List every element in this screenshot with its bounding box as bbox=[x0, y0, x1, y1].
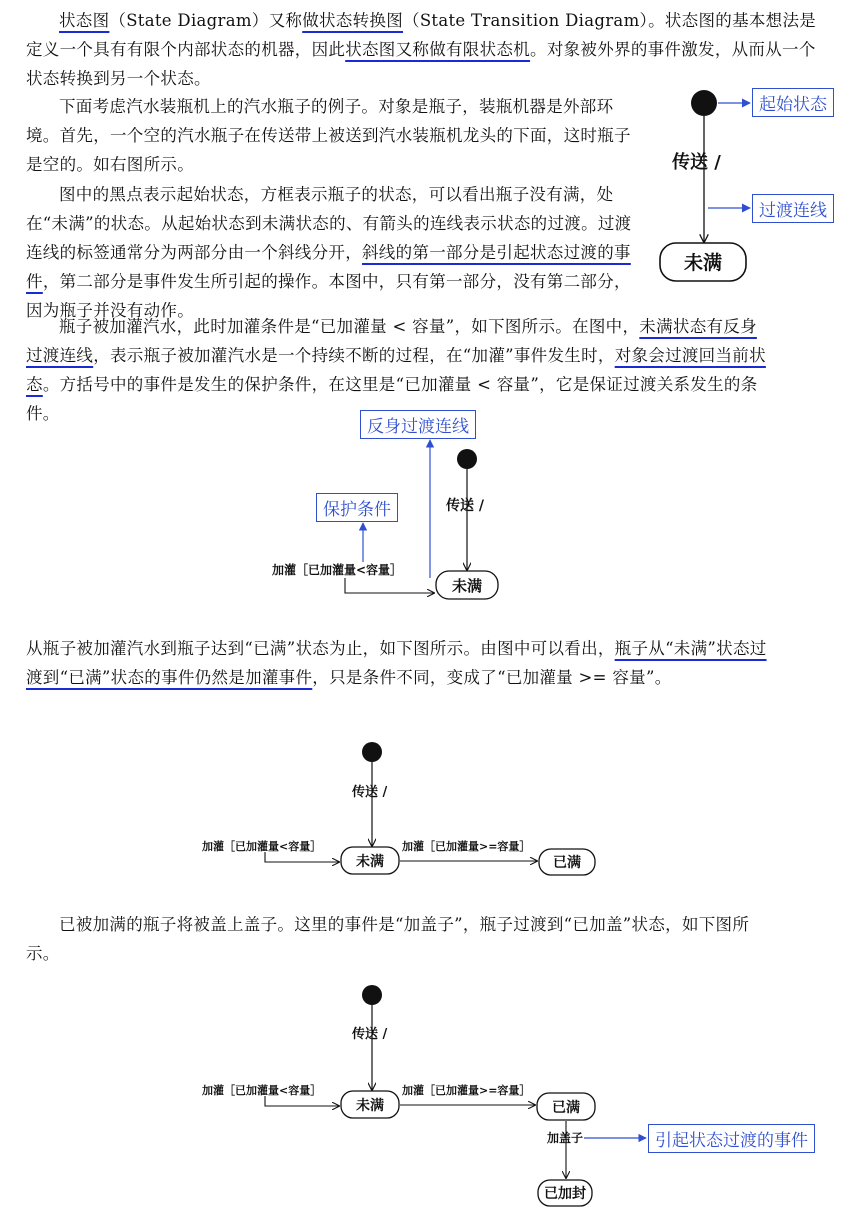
cap-transition-label: 加盖子 bbox=[547, 1131, 584, 1145]
diagram-full-transition bbox=[202, 742, 595, 875]
transfer-label: 传送 / bbox=[352, 785, 388, 800]
diagram-capping bbox=[202, 985, 646, 1206]
transfer-label: 传送 / bbox=[352, 1027, 388, 1042]
annotation-start-state: 起始状态 bbox=[752, 88, 834, 117]
annotation-trigger-event: 引起状态过渡的事件 bbox=[648, 1124, 815, 1153]
annotation-guard-condition: 保护条件 bbox=[316, 493, 398, 522]
highlight-full-event: 瓶子从“未满”状态过渡到“已满”状态的事件仍然是加灌事件 bbox=[26, 639, 767, 687]
initial-state-dot bbox=[362, 742, 382, 762]
state-not-full-label: 未满 bbox=[451, 577, 483, 595]
filling-text-3: 。方括号中的事件是发生的保护条件，在这里是“已加灌量 < 容量”，它是保证过渡关系发生的条件。 bbox=[26, 375, 758, 423]
annotation-self-transition: 反身过渡连线 bbox=[360, 410, 476, 439]
filling-text-1: 瓶子被加灌汽水，此时加灌条件是“已加灌量 < 容量”，如下图所示。在图中， bbox=[59, 317, 640, 336]
state-capped-label: 已加封 bbox=[544, 1186, 586, 1202]
state-full-label: 已满 bbox=[553, 855, 581, 871]
initial-state-dot bbox=[457, 449, 477, 469]
state-not-full-label: 未满 bbox=[356, 854, 384, 870]
bottle-example-text: 下面考虑汽水装瓶机上的汽水瓶子的例子。对象是瓶子，装瓶机器是外部环境。首先，一个空的汽水瓶子在传送带上被送到汽水装瓶机龙头的下面，这时瓶子是空的。如右图所示。 bbox=[26, 97, 631, 174]
annotation-transition-line: 过渡连线 bbox=[752, 194, 834, 223]
explain-text-2: ，第二部分是事件发生所引起的操作。本图中，只有第一部分，没有第二部分，因为瓶子并没有动作。 bbox=[26, 272, 631, 320]
initial-state-dot bbox=[362, 985, 382, 1005]
intro-text-2: （State Transition Diagram）。状态图的基本想法是定义一个具有有限个内部状态的机器，因此 bbox=[26, 11, 817, 59]
term-finite-state-machine: 状态图又称做有限状态机 bbox=[345, 40, 531, 59]
self-transition-line bbox=[265, 1096, 339, 1106]
initial-state-dot bbox=[691, 90, 717, 116]
explain-text-1: 图中的黑点表示起始状态，方框表示瓶子的状态，可以看出瓶子没有满，处在“未满”的状态。从起始状态到未满状态的、有箭头的连线表示状态的过渡。过渡连线的标签通常分为两部分由一个斜线分开， bbox=[26, 185, 632, 262]
term-state-transition: 做状态转换图 bbox=[302, 11, 404, 30]
highlight-self-transition: 未满状态有反身过渡连线 bbox=[26, 317, 757, 365]
full-transition-label: 加灌［已加灌量>=容量］ bbox=[402, 1084, 531, 1097]
state-not-full-label: 未满 bbox=[356, 1098, 384, 1114]
self-transition-label: 加灌［已加灌量<容量］ bbox=[272, 563, 403, 577]
filling-text-2: ，表示瓶子被加灌汽水是一个持续不断的过程，在“加灌”事件发生时， bbox=[93, 346, 615, 365]
full-transition-label: 加灌［已加灌量>=容量］ bbox=[402, 840, 531, 853]
diagram-initial bbox=[660, 90, 750, 281]
self-transition-line bbox=[265, 852, 339, 862]
intro-text-1: （State Diagram）又称 bbox=[109, 11, 303, 30]
transfer-label: 传送 / bbox=[446, 498, 484, 514]
self-transition-label: 加灌［已加灌量<容量］ bbox=[202, 1084, 322, 1097]
state-not-full-label: 未满 bbox=[683, 252, 723, 274]
full-text-2: ，只是条件不同，变成了“已加灌量 >= 容量”。 bbox=[312, 668, 672, 687]
highlight-event-first-part: 斜线的第一部分是引起状态过渡的事件 bbox=[26, 243, 631, 291]
intro-text-3: 。对象被外界的事件激发，从而从一个状态转换到另一个状态。 bbox=[26, 40, 816, 88]
self-transition-line bbox=[345, 578, 434, 593]
full-text-1: 从瓶子被加灌汽水到瓶子达到“已满”状态为止，如下图所示。由图中可以看出， bbox=[26, 639, 615, 658]
state-full-label: 已满 bbox=[552, 1100, 580, 1116]
capping-text: 已被加满的瓶子将被盖上盖子。这里的事件是“加盖子”，瓶子过渡到“已加盖”状态，如下图所示。 bbox=[26, 915, 750, 963]
transfer-label: 传送 / bbox=[672, 152, 721, 173]
term-state-diagram: 状态图 bbox=[59, 11, 110, 30]
highlight-return-state: 对象会过渡回当前状态 bbox=[26, 346, 766, 394]
self-transition-label: 加灌［已加灌量<容量］ bbox=[202, 840, 322, 853]
